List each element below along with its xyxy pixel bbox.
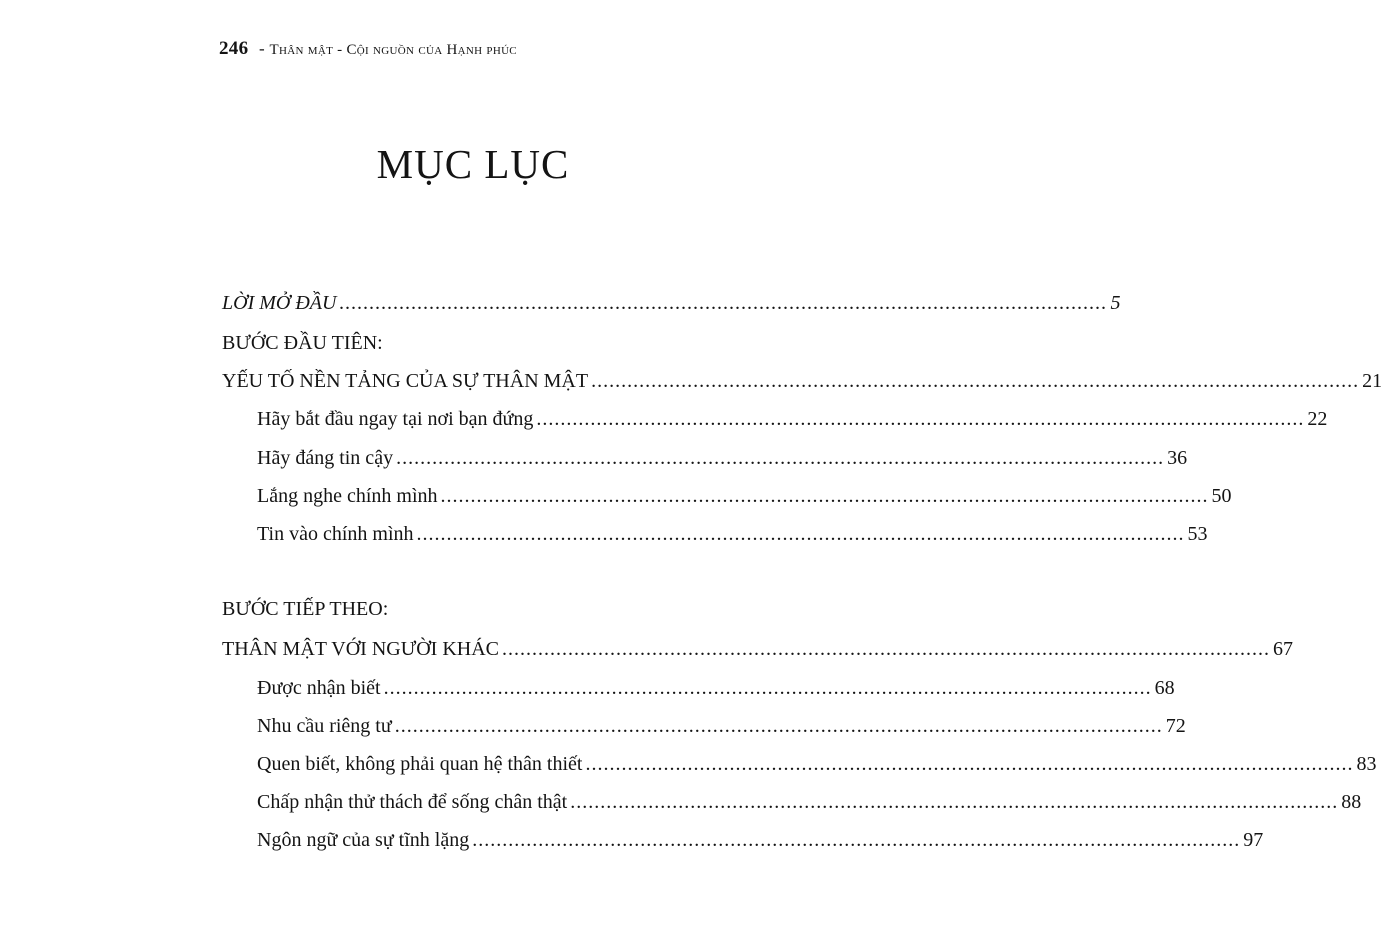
toc-entry-page: 68 [1154,677,1175,699]
toc-entry-label: Tin vào chính mình [257,523,414,545]
toc-entry-page: 36 [1167,447,1188,469]
toc-entry-page: 22 [1307,408,1328,430]
toc-entry[interactable] [257,447,1188,470]
toc-entry-page: 97 [1243,829,1264,851]
toc-entry-chapter-1[interactable] [222,370,1382,393]
dot-leader: ................................................................................................................................ [502,638,1270,660]
toc-entry-page: 83 [1356,753,1377,775]
dot-leader: ................................................................................................................................ [536,408,1305,430]
toc-entry-label: Ngôn ngữ của sự tĩnh lặng [257,829,470,851]
toc-entry[interactable] [257,715,1186,738]
dot-leader: ................................................................................................................................ [394,715,1163,737]
toc-entry-label: Hãy bắt đầu ngay tại nơi bạn đứng [257,408,534,430]
dot-leader: ................................................................................................................................ [396,447,1165,469]
toc-entry-page: 5 [1110,292,1121,314]
toc-entry-page: 88 [1341,791,1362,813]
toc-entry-label: THÂN MẬT VỚI NGƯỜI KHÁC [222,638,499,660]
toc-entry-page: 67 [1273,638,1293,660]
section-heading-first-step: BƯỚC ĐẦU TIÊN: [222,332,383,354]
toc-entry-label: Lắng nghe chính mình [257,485,438,507]
toc-entry-page: 50 [1211,485,1232,507]
dot-leader: ................................................................................................................................ [339,292,1108,314]
dot-leader: ................................................................................................................................ [416,523,1185,545]
toc-entry-label: Được nhận biết [257,677,381,699]
book-title: Thân mật - Cội nguồn của Hạnh phúc [269,42,517,58]
toc-entry[interactable] [257,791,1362,814]
dot-leader: ................................................................................................................................ [591,370,1360,392]
toc-entry[interactable] [257,523,1208,546]
toc-entry-page: 21 [1362,370,1382,392]
toc-entry-page: 53 [1187,523,1208,545]
toc-entry-chapter-2[interactable] [222,638,1293,661]
toc-entry[interactable] [257,408,1328,431]
toc-entry-label: LỜI MỞ ĐẦU [222,292,337,314]
toc-entry[interactable] [257,677,1175,700]
page-number: 246 [219,38,249,59]
dot-leader: ................................................................................................................................ [440,485,1209,507]
dot-leader: ................................................................................................................................ [472,829,1241,851]
toc-entry-label: Hãy đáng tin cậy [257,447,394,469]
toc-entry-label: Chấp nhận thử thách để sống chân thật [257,791,568,813]
toc-entry-label: YẾU TỐ NỀN TẢNG CỦA SỰ THÂN MẬT [222,370,589,392]
toc-entry-label: Quen biết, không phải quan hệ thân thiết [257,753,583,775]
toc-entry[interactable] [257,829,1264,852]
toc-entry[interactable] [257,753,1377,776]
section-heading-next-step: BƯỚC TIẾP THEO: [222,598,389,620]
toc-entry-label: Nhu cầu riêng tư [257,715,392,737]
dot-leader: ................................................................................................................................ [383,677,1152,699]
header-separator: - [258,39,265,58]
dot-leader: ................................................................................................................................ [570,791,1339,813]
toc-entry-intro[interactable] [222,292,1121,315]
toc-entry[interactable] [257,485,1232,508]
toc-entry-page: 72 [1165,715,1186,737]
page-title: MỤC LỤC [376,141,570,187]
running-header [219,38,517,60]
dot-leader: ................................................................................................................................ [585,753,1354,775]
